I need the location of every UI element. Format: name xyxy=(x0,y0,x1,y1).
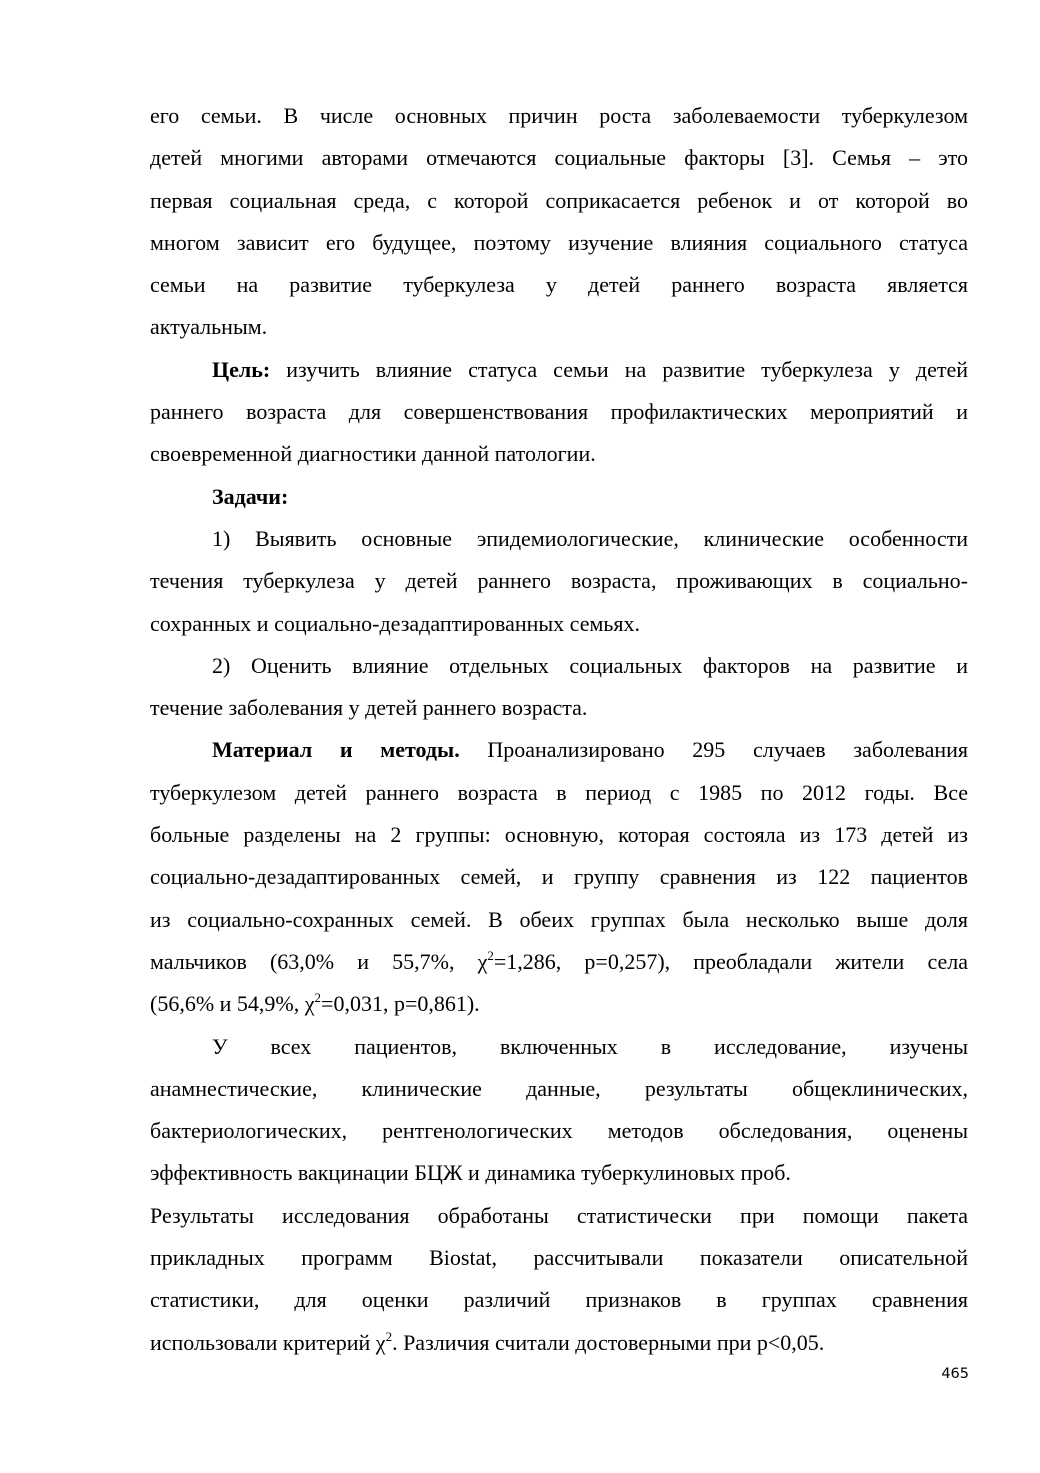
text-line: многом зависит его будущее, поэтому изучение влияния социального статуса xyxy=(150,229,968,255)
text-line: сохранных и социально-дезадаптированных семьях. xyxy=(150,610,641,636)
task-2-line: 2) Оценить влияние отдельных социальных факторов на развитие и xyxy=(212,652,968,678)
text-line xyxy=(150,1322,968,1364)
superscript: 2 xyxy=(314,990,322,1006)
superscript: 2 xyxy=(487,947,494,963)
text-line: актуальным. xyxy=(150,314,268,340)
text-line xyxy=(150,941,968,983)
text-line: первая социальная среда, с которой соприкасается ребенок и от которой во xyxy=(150,187,968,213)
text-fragment: мальчиков (63,0% и 55,7%, χ xyxy=(150,948,488,974)
text-line: течение заболевания у детей раннего возраста. xyxy=(150,695,588,721)
tasks-heading-line xyxy=(150,476,968,518)
text-line: бактериологических, рентгенологических методов обследования, оценены xyxy=(150,1118,968,1144)
text-line: анамнестические, клинические данные, результаты общеклинических, xyxy=(150,1075,968,1101)
text-line: его семьи. В числе основных причин роста заболеваемости туберкулезом xyxy=(150,103,968,128)
text-fragment: . Различия считали достоверными при p<0,05. xyxy=(392,1329,825,1355)
text-line: прикладных программ Biostat, рассчитывали показатели описательной xyxy=(150,1245,968,1271)
methods-text: Проанализировано 295 случаев заболевания xyxy=(459,737,968,763)
text-line: течения туберкулеза у детей раннего возраста, проживающих в социально- xyxy=(150,568,968,594)
text-line: больные разделены на 2 группы: основную, которая состояла из 173 детей из xyxy=(150,822,968,848)
superscript: 2 xyxy=(385,1328,393,1344)
text-line: детей многими авторами отмечаются социальные факторы [3]. Семья – это xyxy=(150,145,968,171)
text-line: из социально-сохранных семей. В обеих группах была несколько выше доля xyxy=(150,906,968,932)
text-line: эффективность вакцинации БЦЖ и динамика туберкулиновых проб. xyxy=(150,1160,791,1186)
text-line xyxy=(150,983,968,1025)
text-line: туберкулезом детей раннего возраста в период с 1985 по 2012 годы. Все xyxy=(150,779,968,805)
text-line: Результаты исследования обработаны статистически при помощи пакета xyxy=(150,1202,968,1228)
text-fragment: использовали критерий χ xyxy=(150,1329,386,1355)
goal-paragraph-line xyxy=(150,349,968,391)
text-line: раннего возраста для совершенствования профилактических мероприятий и xyxy=(150,399,968,425)
text-fragment: =0,031, p=0,861). xyxy=(321,991,480,1017)
task-1-line: 1) Выявить основные эпидемиологические, клинические особенности xyxy=(212,525,968,551)
text-line: своевременной диагностики данной патологии. xyxy=(150,441,596,467)
goal-heading: Цель: xyxy=(212,356,271,382)
tasks-heading: Задачи: xyxy=(212,483,289,509)
goal-text: изучить влияние статуса семьи на развитие туберкулеза у детей xyxy=(270,356,968,382)
text-line: социально-дезадаптированных семей, и группу сравнения из 122 пациентов xyxy=(150,864,968,890)
text-fragment: =1,286, p=0,257), преобладали жители села xyxy=(493,948,968,974)
methods-heading: Материал и методы. xyxy=(212,737,460,763)
document-body xyxy=(150,95,968,1364)
text-line: У всех пациентов, включенных в исследование, изучены xyxy=(212,1033,968,1059)
text-line: статистики, для оценки различий признаков в группах сравнения xyxy=(150,1287,968,1313)
text-fragment: (56,6% и 54,9%, χ xyxy=(150,991,315,1017)
page-number: 465 xyxy=(941,1366,969,1382)
text-line: семьи на развитие туберкулеза у детей раннего возраста является xyxy=(150,272,968,298)
methods-paragraph-line xyxy=(150,729,968,771)
